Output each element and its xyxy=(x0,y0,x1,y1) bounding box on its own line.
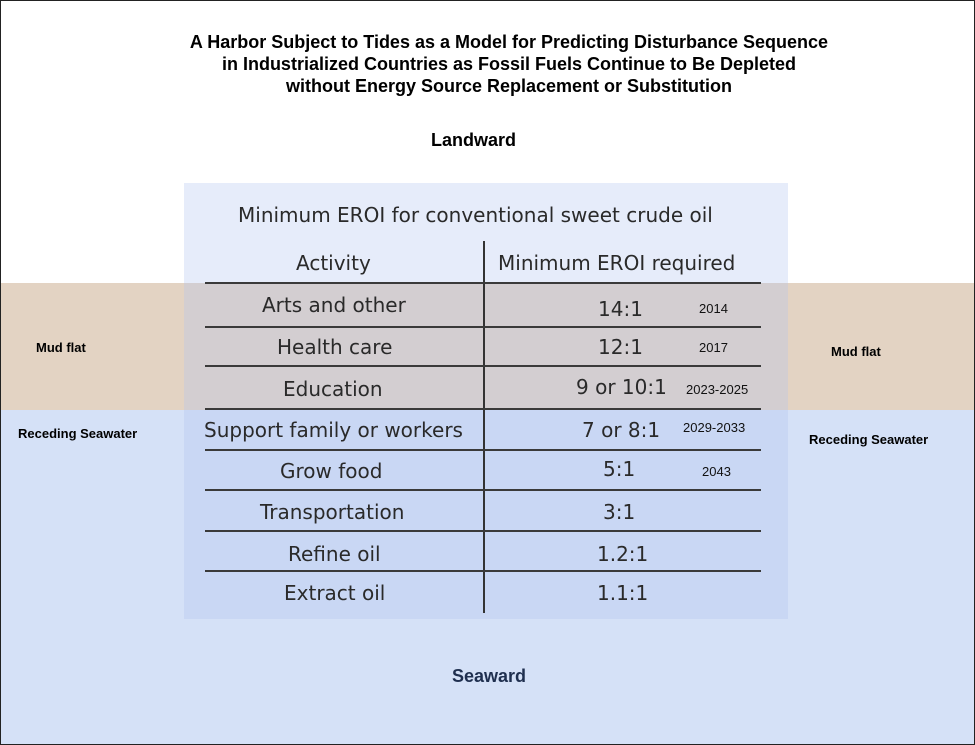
cell-activity: Refine oil xyxy=(288,542,381,566)
row-divider xyxy=(205,365,761,367)
cell-activity: Transportation xyxy=(260,500,405,524)
receding-seawater-label-left: Receding Seawater xyxy=(18,426,138,441)
seaward-label: Seaward xyxy=(451,666,527,686)
cell-eroi: 5:1 xyxy=(603,457,636,481)
cell-year: 2043 xyxy=(702,464,731,479)
cell-activity: Education xyxy=(283,377,383,401)
cell-year: 2029-2033 xyxy=(683,420,746,435)
landward-label: Landward xyxy=(430,130,516,150)
receding-seawater-label-right: Receding Seawater xyxy=(809,432,929,447)
header-eroi: Minimum EROI required xyxy=(498,251,736,275)
cell-eroi: 9 or 10:1 xyxy=(576,375,667,399)
cell-activity: Support family or workers xyxy=(204,418,463,442)
table-title: Minimum EROI for conventional sweet crude oil xyxy=(238,203,713,227)
diagram-title xyxy=(0,31,975,97)
title-line-3: without Energy Source Replacement or Substitution xyxy=(285,76,733,96)
cell-year: 2017 xyxy=(699,340,728,355)
cell-eroi: 1.1:1 xyxy=(597,581,649,605)
cell-activity: Grow food xyxy=(280,459,383,483)
eroi-table xyxy=(184,183,788,619)
row-divider xyxy=(205,530,761,532)
column-divider xyxy=(483,241,485,613)
row-divider xyxy=(205,408,761,410)
cell-eroi: 3:1 xyxy=(603,500,636,524)
cell-year: 2014 xyxy=(699,301,728,316)
row-divider xyxy=(205,489,761,491)
cell-activity: Arts and other xyxy=(262,293,406,317)
title-line-1: A Harbor Subject to Tides as a Model for Predicting Disturbance Sequence xyxy=(189,32,829,52)
cell-eroi: 12:1 xyxy=(598,335,643,359)
cell-eroi: 14:1 xyxy=(598,297,643,321)
row-divider xyxy=(205,570,761,572)
cell-activity: Extract oil xyxy=(284,581,386,605)
title-line-2: in Industrialized Countries as Fossil Fuels Continue to Be Depleted xyxy=(221,54,797,74)
row-divider xyxy=(205,449,761,451)
header-activity: Activity xyxy=(296,251,371,275)
row-divider xyxy=(205,282,761,284)
mud-flat-label-right: Mud flat xyxy=(831,344,881,359)
row-divider xyxy=(205,326,761,328)
cell-year: 2023-2025 xyxy=(686,382,749,397)
cell-eroi: 7 or 8:1 xyxy=(582,418,661,442)
cell-eroi: 1.2:1 xyxy=(597,542,649,566)
cell-activity: Health care xyxy=(277,335,393,359)
mud-flat-label-left: Mud flat xyxy=(36,340,86,355)
